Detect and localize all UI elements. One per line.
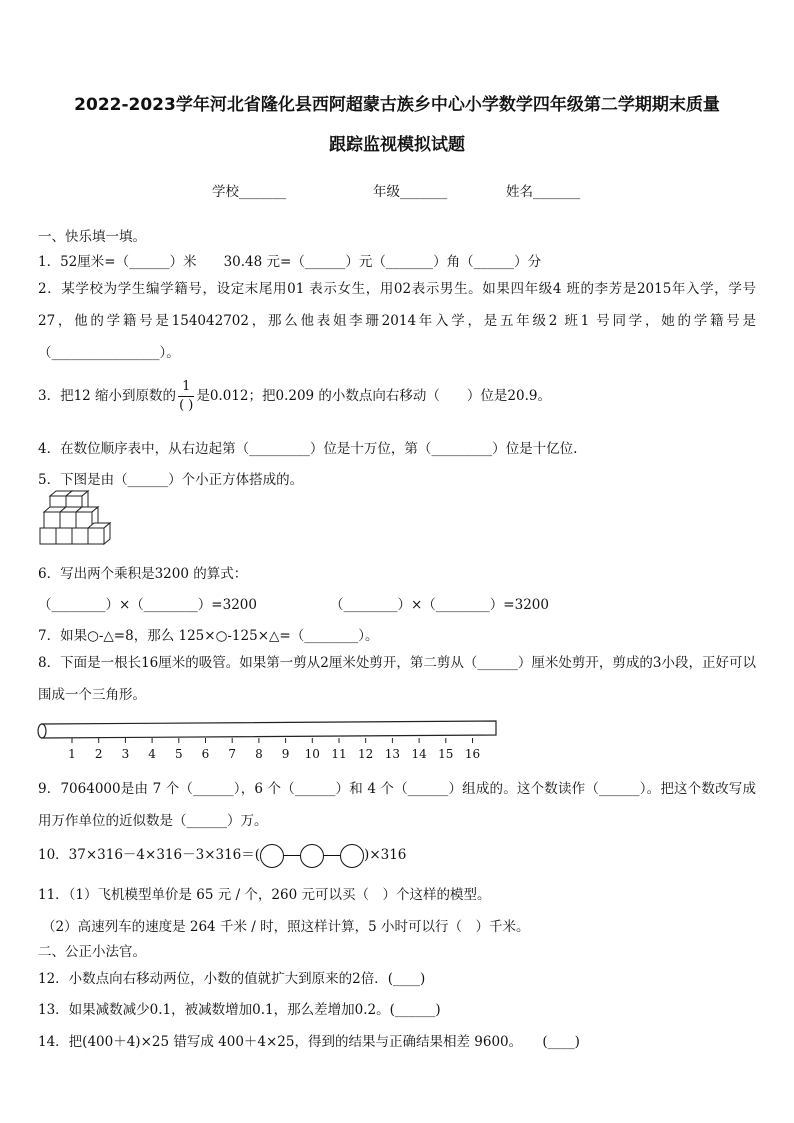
straw-tick-label: 1	[68, 747, 76, 761]
question-3	[38, 378, 551, 415]
question-11-part-2: （2）高速列车的速度是 264 千米 / 时，照这样计算，5 小时可以行（ ）千米。	[42, 919, 530, 935]
straw-tick-label: 4	[148, 747, 156, 761]
question-6: 6．写出两个乘积是3200 的算式：	[38, 566, 248, 582]
question-12: 12．小数点向右移动两位，小数的值就扩大到原来的2倍．(____)	[38, 971, 426, 987]
straw-figure	[36, 714, 516, 770]
question-8: 8．下面是一根长16厘米的吸管。如果第一剪从2厘米处剪开，第二剪从（______）厘米处剪开，剪成的3小段，正好可以围成一个三角形。	[38, 655, 756, 703]
straw-tick-label: 6	[201, 747, 210, 761]
fraction-numerator: 1	[178, 378, 194, 397]
school-field: 学校_______	[212, 184, 287, 200]
straw-tick-label: 3	[121, 747, 130, 761]
straw-body	[42, 721, 496, 738]
fraction	[178, 378, 194, 415]
straw-tick-label: 14	[411, 747, 427, 761]
name-field: 姓名_______	[506, 184, 581, 200]
minus-sign	[323, 855, 341, 856]
straw-tick-label: 5	[174, 747, 183, 761]
straw-tick-label: 8	[255, 747, 263, 761]
question-13: 13．如果减数减少0.1，被减数增加0.1，那么差增加0.2。(______)	[38, 1002, 441, 1018]
page-title-line2: 跟踪监视模拟试题	[329, 135, 465, 155]
straw-tick-label: 7	[228, 747, 237, 761]
question-2: 2．某学校为学生编学籍号，设定末尾用01 表示女生，用02表示男生。如果四年级4 班的李芳是2015年入学，学号27，他的学籍号是154042702，那么他表姐李珊2014年入学，是五年级2 班1 号同学，她的学籍号是（________________）。	[38, 281, 756, 361]
grade-field: 年级_______	[373, 184, 448, 200]
question-10	[38, 843, 406, 868]
section-heading-2: 二、公正小法官。	[38, 944, 146, 960]
straw-tick-label: 12	[358, 747, 374, 761]
question-9: 9．7064000是由 7 个（______），6 个（______）和 4 个（______）组成的。这个数读作（______）。把这个数改写成用万作单位的近似数是（______）万。	[38, 781, 756, 829]
question-7: 7．如果○-△=8，那么 125×○-125×△=（________）。	[38, 628, 379, 644]
question-3-text-a: 3．把12 缩小到原数的	[38, 388, 177, 404]
straw-tick-label: 16	[464, 747, 481, 761]
question-3-text-b: 是0.012；把0.209 的小数点向右移动（ ）位是20.9。	[196, 388, 551, 404]
straw-end	[38, 724, 46, 738]
straw-tick-label: 10	[304, 747, 320, 761]
cube-stack-figure	[38, 490, 113, 552]
straw-tick-label: 9	[281, 747, 290, 761]
question-4: 4．在数位顺序表中，从右边起第（_________）位是十万位，第（_________）位是十亿位.	[38, 441, 578, 457]
question-11-part-1: 11．（1）飞机模型单价是 65 元 / 个，260 元可以买（ ）个这样的模型。	[38, 887, 491, 903]
straw-tick-label: 11	[331, 747, 347, 761]
page-title: 2022-2023学年河北省隆化县西阿超蒙古族乡中心小学数学四年级第二学期期末质量	[74, 95, 720, 115]
blank-circle-2	[300, 844, 324, 868]
blank-circle-1	[260, 844, 284, 868]
blank-circle-3	[340, 844, 364, 868]
question-10-text-b: )×316	[364, 847, 407, 863]
question-10-text-a: 10．37×316－4×316－3×316＝(	[38, 847, 261, 863]
question-14: 14．把(400＋4)×25 错写成 400＋4×25，得到的结果与正确结果相差 9600。 (____)	[38, 1034, 580, 1050]
question-6-formula-b: （________）×（________）=3200	[330, 597, 549, 613]
straw-tick-label: 13	[384, 747, 401, 761]
section-heading-1: 一、快乐填一填。	[38, 229, 146, 245]
straw-tick-label: 2	[94, 747, 103, 761]
minus-sign	[283, 855, 301, 856]
question-6-formula-a: （________）×（________）=3200	[38, 597, 257, 613]
question-1: 1．52厘米=（______）米 30.48 元=（______）元（_______）角（______）分	[38, 254, 542, 270]
question-5: 5．下图是由（______）个小正方体搭成的。	[38, 472, 304, 488]
straw-tick-label: 15	[438, 747, 454, 761]
fraction-denominator: ( )	[179, 398, 194, 413]
